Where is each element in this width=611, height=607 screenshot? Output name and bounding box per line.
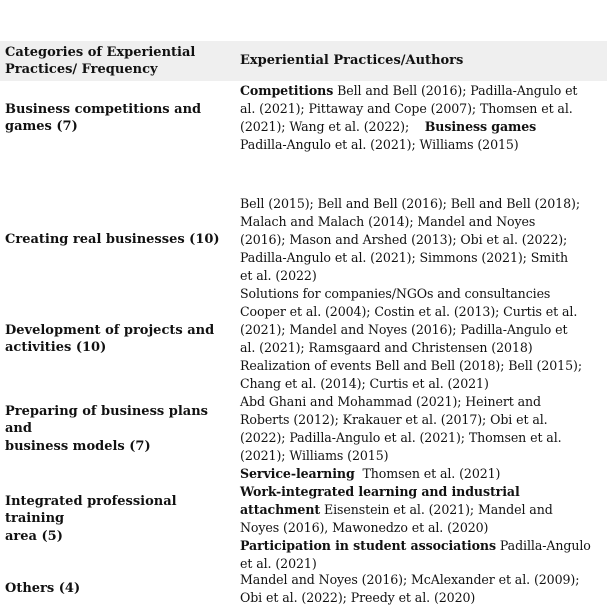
category-line: Preparing of business plans and — [5, 403, 208, 437]
authors-line — [240, 82, 602, 100]
authors-line — [240, 267, 602, 285]
category-line: activities (10) — [5, 340, 107, 355]
authors-text: (2021); Williams (2015) — [240, 448, 389, 463]
category-cell — [5, 465, 233, 573]
authors-cell — [240, 571, 602, 607]
authors-text: Cooper et al. (2004); Costin et al. (2013); Curtis et al. — [240, 304, 578, 319]
authors-line — [240, 483, 602, 501]
authors-line — [240, 100, 602, 118]
authors-line — [240, 537, 602, 555]
category-line: business models (7) — [5, 438, 151, 454]
category-cell — [5, 195, 233, 285]
authors-text: Bell and Bell (2016); Padilla-Angulo et — [333, 83, 578, 98]
authors-cell — [240, 285, 602, 393]
practice-label: Business games — [424, 119, 537, 134]
authors-text: (2021); Mandel and Noyes (2016); Padilla-Angulo et — [240, 322, 568, 337]
authors-cell — [240, 82, 602, 154]
category-line: Business competitions and — [5, 101, 202, 117]
authors-text: Roberts (2012); Krakauer et al. (2017); Obi et al. — [240, 412, 548, 427]
authors-text: al. (2021); Pittaway and Cope (2007); Thomsen et al. — [240, 101, 573, 116]
authors-line — [240, 213, 602, 231]
table-row — [0, 82, 607, 154]
authors-line — [240, 465, 602, 483]
authors-line — [240, 195, 602, 213]
authors-text: (2016); Mason and Arshed (2013); Obi et al. (2022); — [240, 232, 568, 247]
authors-cell — [240, 195, 602, 285]
authors-cell — [240, 393, 602, 465]
authors-line — [240, 589, 602, 607]
authors-line — [240, 231, 602, 249]
category-line: games (7) — [5, 119, 78, 134]
category-cell — [5, 82, 233, 154]
authors-text: Bell (2015); Bell and Bell (2016); Bell and Bell (2018); — [240, 196, 580, 211]
practice-label: Service-learning — [240, 466, 355, 481]
authors-text: Mandel and Noyes (2016); McAlexander et al. (2009); — [240, 572, 580, 587]
table-row — [0, 285, 607, 393]
practice-label: Competitions — [240, 83, 334, 98]
authors-text: Realization of events Bell and Bell (2018); Bell (2015); — [240, 358, 582, 373]
authors-line — [240, 501, 602, 519]
category-line: area (5) — [5, 528, 63, 544]
authors-text: al. (2021); Ramsgaard and Christensen (2018) — [240, 340, 533, 355]
authors-line — [240, 285, 602, 303]
authors-text: Noyes (2016), Mawonedzo et al. (2020) — [240, 520, 489, 535]
authors-text: Padilla-Angulo et al. (2021); Simmons (2021); Smith — [240, 250, 568, 265]
authors-line — [240, 136, 602, 154]
table-row — [0, 393, 607, 465]
header-col1-line1: Categories of Experiential — [5, 45, 196, 60]
table-header — [0, 41, 607, 81]
category-line: Creating real businesses (10) — [5, 232, 220, 248]
authors-text: Malach and Malach (2014); Mandel and Noyes — [240, 214, 536, 229]
authors-text: Solutions for companies/NGOs and consultancies — [240, 286, 551, 301]
authors-line — [240, 393, 602, 411]
practice-label: attachment — [240, 502, 321, 517]
authors-text: et al. (2022) — [240, 268, 317, 283]
category-line: Others (4) — [5, 581, 81, 597]
category-line: Development of projects and — [5, 322, 215, 338]
practice-label: Work-integrated learning and industrial — [240, 484, 520, 499]
authors-text: Obi et al. (2022); Preedy et al. (2020) — [240, 590, 476, 605]
category-cell — [5, 285, 233, 393]
authors-line — [240, 447, 602, 465]
authors-line — [240, 303, 602, 321]
authors-line — [240, 519, 602, 537]
authors-line — [240, 249, 602, 267]
authors-text: et al. (2021) — [240, 556, 317, 571]
authors-text: Eisenstein et al. (2021); Mandel and — [320, 502, 553, 517]
authors-line — [240, 118, 602, 136]
table-row — [0, 195, 607, 285]
authors-text: Padilla-Angulo — [495, 538, 591, 553]
header-category-column — [5, 44, 230, 78]
authors-cell — [240, 465, 602, 573]
authors-line — [240, 321, 602, 339]
authors-line — [240, 357, 602, 375]
authors-line — [240, 429, 602, 447]
practice-label: Participation in student associations — [240, 538, 496, 553]
category-cell — [5, 393, 233, 465]
authors-line — [240, 571, 602, 589]
category-cell — [5, 571, 233, 607]
authors-text: (2021); Wang et al. (2022); — [240, 119, 425, 134]
authors-text: Chang et al. (2014); Curtis et al. (2021) — [240, 376, 489, 391]
authors-text: Thomsen et al. (2021) — [354, 466, 501, 481]
authors-text: (2022); Padilla-Angulo et al. (2021); Thomsen et al. — [240, 430, 562, 445]
authors-text: Abd Ghani and Mohammad (2021); Heinert and — [240, 394, 541, 409]
category-line: Integrated professional training — [5, 493, 177, 527]
authors-line — [240, 375, 602, 393]
table-row — [0, 465, 607, 573]
authors-line — [240, 411, 602, 429]
authors-line — [240, 339, 602, 357]
table-row — [0, 571, 607, 607]
authors-text: Padilla-Angulo et al. (2021); Williams (2015) — [240, 137, 519, 152]
header-authors-column: Experiential Practices/Authors — [240, 53, 464, 68]
header-col1-line2: Practices/ Frequency — [5, 62, 158, 77]
